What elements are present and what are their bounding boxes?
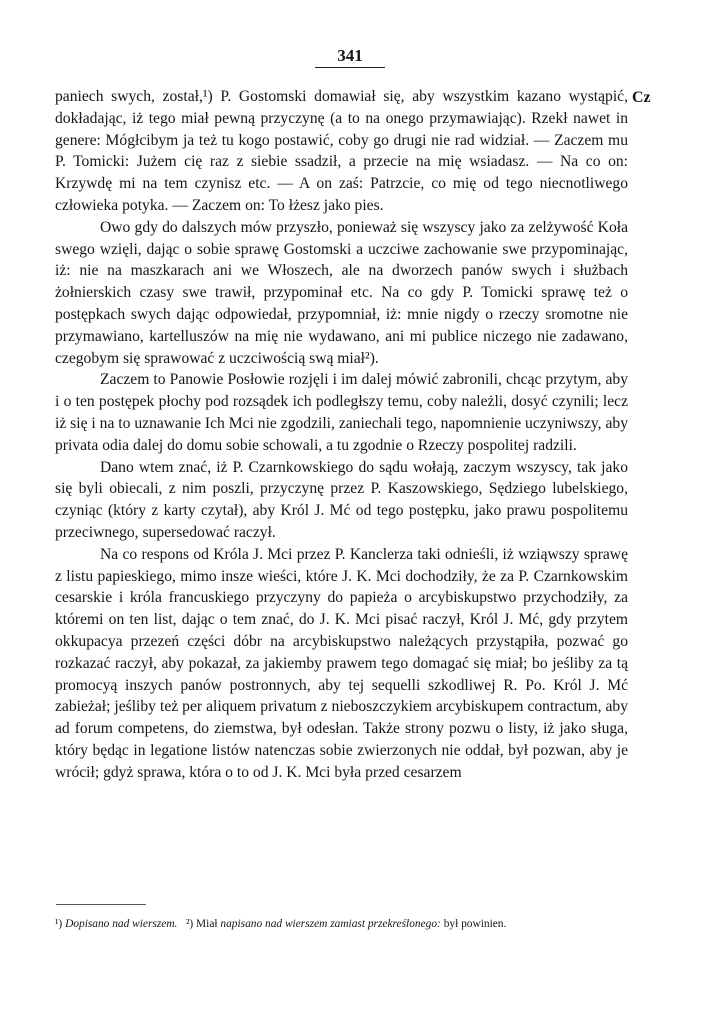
footnote-2-suffix: był powinien. xyxy=(443,918,507,930)
main-text xyxy=(55,86,628,784)
footnote-2-italic: napisano nad wierszem zamiast przekreślonego: xyxy=(220,918,441,930)
paragraph: Na co respons od Króla J. Mci przez P. Kanclerza taki odnieśli, iż wziąwszy sprawę z listu papieskiego, mimo insze wieści, które J. K. Mci dochodziły, że za P. Czarnkowskim cesarskie i króla francuskiego przyczyny do papieża o arcybiskupstwo przychodziły, za któremi on ten list, dając o tem znać, do J. K. Mci pisać raczył, Król J. Mć, gdy przytem okkupacya przezeń części dóbr na arcybiskupstwo należących przystąpiła, pozwać go rozkazać raczył, aby pokazał, za jakiemby prawem tego domagać się miał; bo jeśliby za tą promocyą inszych panów postronnych, aby tej sequelli szkodliwej R. Po. Król J. Mć zabieżał; jeśliby też per aliquem privatum z nieboszczykiem arcybiskupem contractum, aby ad forum competens, do ziemstwa, był odesłan. Także strony pozwu o listy, iż jako sługa, który będąc in legatione listów natenczas sobie zwierzonych nie oddał, był pozwan, aby je wrócił; gdyż sprawa, która o to od J. K. Mci była przed cesarzem xyxy=(55,545,628,781)
paragraph: Zaczem to Panowie Posłowie rozjęli i im dalej mówić zabronili, chcąc przytym, aby i o ten postępek płochy pod rozsądek ich podległszy temu, coby należli, dosyć czynili; lecz iż się i na to uznawanie Ich Mci nie zgodzili, zaniechali tego, napomnienie uczyniwszy, aby privata odia dalej do domu sobie schowali, a tu zgodnie o Rzeczy pospolitej radzili. xyxy=(55,371,628,454)
footnote-2-marker: ²) xyxy=(185,918,194,930)
paragraph: paniech swych, został,¹) P. Gostomski domawiał się, aby wszystkim kazano wystąpić, dokładając, iż tego miał pewną przyczynę (a to na onego przymawiając). Rzekł nawet in genere: Mógłcibym ja też tu kogo postawić, coby go drugi nie rad widział. — Zaczem mu P. Tomicki: Jużem cię raz z siebie ssadził, a przecie na mię wsiadasz. — Na co on: Krzywdę mi na tem czynisz etc. — A on zaś: Patrzcie, co mię od tego niecnotliwego człowieka potyka. — Zaczem on: To łżesz jako pies. xyxy=(55,88,628,214)
footnote-2-prefix: Miał xyxy=(196,918,218,930)
margin-note: Cz xyxy=(632,89,651,106)
page-number: 341 xyxy=(0,46,700,68)
paragraph: Owo gdy do dalszych mów przyszło, ponieważ się wszyscy jako za zelżywość Koła swego wzięli, dając o sobie sprawę Gostomski a uczciwe zachowanie swe przypominając, iż: nie na maszkarach ani we Włoszech, ale na dworzech panów swych i służbach żołnierskich czasy swe trawił, przypominał etc. Na co gdy P. Tomicki sprawę też o postępkach swych dając odpowiedał, przypomniał, iż: mnie nigdy o rzeczy sromotne nie przymawiano, kartelluszów na mię nie wydawano, ani mi publice niczego nie zadawano, czegobym się sprawować z uczciwością swą miał²). xyxy=(55,218,628,367)
footnote-1-marker: ¹) xyxy=(55,918,63,930)
footnote-1-text: Dopisano nad wierszem. xyxy=(65,918,178,930)
footnote-divider xyxy=(56,904,146,905)
footnotes xyxy=(55,915,628,933)
paragraph: Dano wtem znać, iż P. Czarnkowskiego do sądu wołają, zaczym wszyscy, tak jako się byli obiecali, z nim poszli, przyczynę przez P. Kaszowskiego, Sędziego lubelskiego, czyniąc (który z karty czytał), aby Król J. Mć od tego postępku, jako prawu pospolitemu przeciwnego, supersedować raczył. xyxy=(55,458,628,541)
